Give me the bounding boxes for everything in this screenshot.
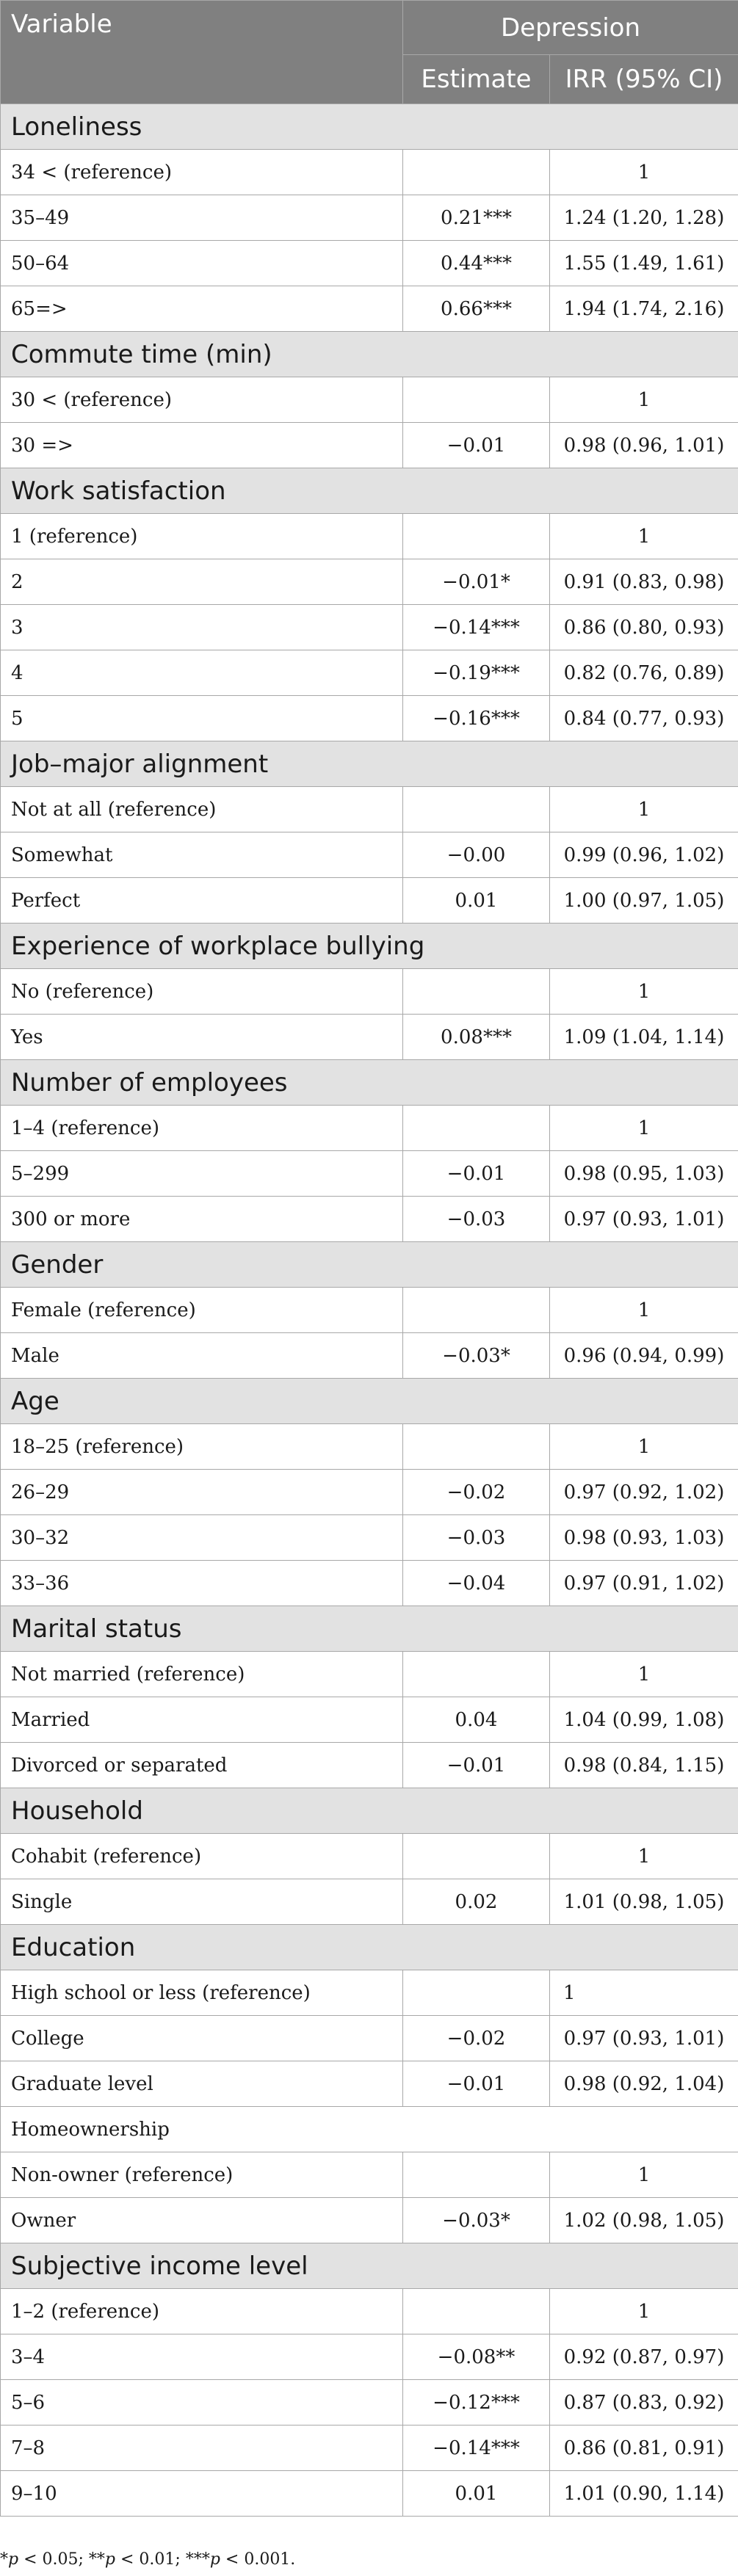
irr-cell: 1.00 (0.97, 1.05)	[550, 878, 738, 924]
row-label: Perfect	[1, 878, 403, 924]
row-label: 30–32	[1, 1515, 403, 1561]
estimate-cell: −0.01	[403, 1743, 550, 1788]
estimate-cell: −0.12***	[403, 2380, 550, 2426]
table-row	[1, 878, 738, 924]
irr-cell: 1	[550, 2152, 738, 2198]
irr-cell: 0.82 (0.76, 0.89)	[550, 650, 738, 696]
table-row	[1, 1197, 738, 1242]
footnote-p-1: p	[8, 2550, 19, 2569]
estimate-cell	[403, 2289, 550, 2334]
section-title: Commute time (min)	[1, 332, 738, 377]
estimate-cell: 0.66***	[403, 286, 550, 332]
irr-cell: 1	[550, 1834, 738, 1879]
row-label: Divorced or separated	[1, 1743, 403, 1788]
estimate-cell: −0.01*	[403, 559, 550, 605]
table-body	[1, 104, 738, 2517]
row-label: High school or less (reference)	[1, 1970, 403, 2016]
table-row	[1, 1561, 738, 1606]
estimate-cell	[403, 969, 550, 1015]
row-label: 18–25 (reference)	[1, 1424, 403, 1470]
irr-cell: 0.86 (0.80, 0.93)	[550, 605, 738, 650]
estimate-cell: −0.03	[403, 1197, 550, 1242]
estimate-cell: −0.08**	[403, 2334, 550, 2380]
section-header-row	[1, 1788, 738, 1834]
estimate-cell: −0.19***	[403, 650, 550, 696]
row-label: Owner	[1, 2198, 403, 2243]
estimate-cell	[403, 1424, 550, 1470]
irr-cell: 0.92 (0.87, 0.97)	[550, 2334, 738, 2380]
row-label: 2	[1, 559, 403, 605]
subheading-label: Homeownership	[1, 2107, 738, 2152]
table-row	[1, 1470, 738, 1515]
table-row	[1, 1970, 738, 2016]
table-row	[1, 1515, 738, 1561]
estimate-cell: −0.01	[403, 1151, 550, 1197]
row-label: Not married (reference)	[1, 1652, 403, 1697]
footnote-threshold-1: < 0.05;	[18, 2550, 89, 2569]
estimate-cell: −0.03	[403, 1515, 550, 1561]
irr-cell: 0.87 (0.83, 0.92)	[550, 2380, 738, 2426]
table-row	[1, 696, 738, 741]
table-row	[1, 286, 738, 332]
table-row	[1, 1879, 738, 1925]
irr-cell: 1	[550, 1424, 738, 1470]
irr-cell: 1.55 (1.49, 1.61)	[550, 241, 738, 286]
row-label: 30 < (reference)	[1, 377, 403, 423]
row-label: 3–4	[1, 2334, 403, 2380]
irr-cell: 0.97 (0.93, 1.01)	[550, 2016, 738, 2061]
table-row	[1, 2016, 738, 2061]
estimate-cell: 0.01	[403, 2471, 550, 2517]
table-row	[1, 377, 738, 423]
table-row	[1, 241, 738, 286]
estimate-cell	[403, 1288, 550, 1333]
table-row	[1, 2289, 738, 2334]
row-label: College	[1, 2016, 403, 2061]
estimate-cell: −0.03*	[403, 2198, 550, 2243]
estimate-cell: −0.00	[403, 832, 550, 878]
irr-cell: 0.98 (0.93, 1.03)	[550, 1515, 738, 1561]
table-row	[1, 650, 738, 696]
significance-footnote	[0, 2550, 295, 2569]
table-row	[1, 1151, 738, 1197]
estimate-cell	[403, 1970, 550, 2016]
section-header-row	[1, 1925, 738, 1970]
row-label: 26–29	[1, 1470, 403, 1515]
estimate-cell: −0.14***	[403, 2426, 550, 2471]
table-row	[1, 2152, 738, 2198]
irr-cell: 1.01 (0.90, 1.14)	[550, 2471, 738, 2517]
irr-cell: 0.97 (0.91, 1.02)	[550, 1561, 738, 1606]
irr-cell: 0.98 (0.96, 1.01)	[550, 423, 738, 468]
irr-cell: 1.94 (1.74, 2.16)	[550, 286, 738, 332]
section-title: Loneliness	[1, 104, 738, 150]
table-row	[1, 1288, 738, 1333]
irr-cell: 0.99 (0.96, 1.02)	[550, 832, 738, 878]
irr-cell: 1	[550, 377, 738, 423]
estimate-cell: 0.04	[403, 1697, 550, 1743]
table-row	[1, 2334, 738, 2380]
irr-cell: 1.09 (1.04, 1.14)	[550, 1015, 738, 1060]
estimate-cell: −0.02	[403, 1470, 550, 1515]
row-label: Not at all (reference)	[1, 787, 403, 832]
estimate-cell: 0.01	[403, 878, 550, 924]
row-label: Married	[1, 1697, 403, 1743]
table-row	[1, 1652, 738, 1697]
irr-cell: 0.96 (0.94, 0.99)	[550, 1333, 738, 1379]
table-row	[1, 514, 738, 559]
irr-cell: 1	[550, 1106, 738, 1151]
section-title: Subjective income level	[1, 2243, 738, 2289]
section-title: Age	[1, 1379, 738, 1424]
table-row	[1, 423, 738, 468]
section-header-row	[1, 468, 738, 514]
section-header-row	[1, 741, 738, 787]
estimate-cell	[403, 514, 550, 559]
irr-cell: 0.98 (0.84, 1.15)	[550, 1743, 738, 1788]
footnote-p-3: p	[209, 2550, 220, 2569]
irr-cell: 0.98 (0.92, 1.04)	[550, 2061, 738, 2107]
section-title: Gender	[1, 1242, 738, 1288]
row-label: Graduate level	[1, 2061, 403, 2107]
section-title: Household	[1, 1788, 738, 1834]
row-label: Somewhat	[1, 832, 403, 878]
row-label: 1 (reference)	[1, 514, 403, 559]
irr-cell: 1	[550, 1970, 738, 2016]
table-row	[1, 150, 738, 195]
section-header-row	[1, 924, 738, 969]
row-label: 5–299	[1, 1151, 403, 1197]
row-label: Yes	[1, 1015, 403, 1060]
subheading-row	[1, 2107, 738, 2152]
table-row	[1, 2380, 738, 2426]
section-header-row	[1, 332, 738, 377]
estimate-cell: −0.16***	[403, 696, 550, 741]
table-row	[1, 787, 738, 832]
irr-cell: 1.01 (0.98, 1.05)	[550, 1879, 738, 1925]
irr-cell: 1	[550, 787, 738, 832]
section-title: Experience of workplace bullying	[1, 924, 738, 969]
section-title: Work satisfaction	[1, 468, 738, 514]
table-row	[1, 1424, 738, 1470]
table-row	[1, 1333, 738, 1379]
row-label: 30 =>	[1, 423, 403, 468]
section-header-row	[1, 1242, 738, 1288]
table-row	[1, 605, 738, 650]
irr-cell: 0.84 (0.77, 0.93)	[550, 696, 738, 741]
table-row	[1, 832, 738, 878]
row-label: 5–6	[1, 2380, 403, 2426]
irr-cell: 1	[550, 969, 738, 1015]
table-row	[1, 1743, 738, 1788]
section-header-row	[1, 1606, 738, 1652]
row-label: No (reference)	[1, 969, 403, 1015]
irr-cell: 1.02 (0.98, 1.05)	[550, 2198, 738, 2243]
table-row	[1, 1834, 738, 1879]
irr-cell: 0.86 (0.81, 0.91)	[550, 2426, 738, 2471]
irr-cell: 1.04 (0.99, 1.08)	[550, 1697, 738, 1743]
section-header-row	[1, 1060, 738, 1106]
footnote-star-1: *	[0, 2550, 8, 2569]
irr-cell: 0.98 (0.95, 1.03)	[550, 1151, 738, 1197]
table-row	[1, 559, 738, 605]
estimate-cell: −0.01	[403, 2061, 550, 2107]
depression-header: Depression	[403, 1, 738, 55]
row-label: 65=>	[1, 286, 403, 332]
estimate-cell	[403, 150, 550, 195]
variable-header: Variable	[1, 1, 403, 104]
section-title: Job–major alignment	[1, 741, 738, 787]
table-row	[1, 2471, 738, 2517]
irr-cell: 1	[550, 150, 738, 195]
estimate-cell: −0.01	[403, 423, 550, 468]
footnote-threshold-3: < 0.001.	[220, 2550, 296, 2569]
row-label: 7–8	[1, 2426, 403, 2471]
section-title: Number of employees	[1, 1060, 738, 1106]
estimate-cell: 0.08***	[403, 1015, 550, 1060]
estimate-cell: −0.03*	[403, 1333, 550, 1379]
row-label: Cohabit (reference)	[1, 1834, 403, 1879]
row-label: 35–49	[1, 195, 403, 241]
irr-cell: 0.97 (0.93, 1.01)	[550, 1197, 738, 1242]
row-label: Male	[1, 1333, 403, 1379]
irr-cell: 1	[550, 1288, 738, 1333]
row-label: 3	[1, 605, 403, 650]
estimate-cell	[403, 1106, 550, 1151]
section-title: Marital status	[1, 1606, 738, 1652]
estimate-header: Estimate	[403, 55, 550, 104]
row-label: 300 or more	[1, 1197, 403, 1242]
table-row	[1, 2426, 738, 2471]
table-row	[1, 195, 738, 241]
irr-cell: 1	[550, 2289, 738, 2334]
table-row	[1, 1015, 738, 1060]
row-label: Non-owner (reference)	[1, 2152, 403, 2198]
section-header-row	[1, 2243, 738, 2289]
estimate-cell	[403, 377, 550, 423]
row-label: 1–4 (reference)	[1, 1106, 403, 1151]
row-label: Single	[1, 1879, 403, 1925]
table-row	[1, 2198, 738, 2243]
footnote-p-2: p	[104, 2550, 115, 2569]
row-label: 34 < (reference)	[1, 150, 403, 195]
footnote-threshold-2: < 0.01;	[115, 2550, 186, 2569]
estimate-cell	[403, 787, 550, 832]
row-label: 33–36	[1, 1561, 403, 1606]
estimate-cell	[403, 1834, 550, 1879]
table-row	[1, 2061, 738, 2107]
section-title: Education	[1, 1925, 738, 1970]
estimate-cell: 0.21***	[403, 195, 550, 241]
row-label: Female (reference)	[1, 1288, 403, 1333]
footnote-star-3: ***	[185, 2550, 210, 2569]
table-row	[1, 969, 738, 1015]
estimate-cell: 0.02	[403, 1879, 550, 1925]
table-row	[1, 1697, 738, 1743]
irr-cell: 1.24 (1.20, 1.28)	[550, 195, 738, 241]
estimate-cell	[403, 2152, 550, 2198]
row-label: 50–64	[1, 241, 403, 286]
table-row	[1, 1106, 738, 1151]
row-label: 1–2 (reference)	[1, 2289, 403, 2334]
irr-cell: 0.91 (0.83, 0.98)	[550, 559, 738, 605]
irr-cell: 0.97 (0.92, 1.02)	[550, 1470, 738, 1515]
section-header-row	[1, 104, 738, 150]
irr-cell: 1	[550, 514, 738, 559]
estimate-cell	[403, 1652, 550, 1697]
row-label: 9–10	[1, 2471, 403, 2517]
header-row-top	[1, 1, 738, 55]
section-header-row	[1, 1379, 738, 1424]
irr-cell: 1	[550, 1652, 738, 1697]
irr-header: IRR (95% CI)	[550, 55, 738, 104]
estimate-cell: −0.14***	[403, 605, 550, 650]
estimate-cell: 0.44***	[403, 241, 550, 286]
estimate-cell: −0.02	[403, 2016, 550, 2061]
estimate-cell: −0.04	[403, 1561, 550, 1606]
row-label: 4	[1, 650, 403, 696]
row-label: 5	[1, 696, 403, 741]
footnote-star-2: **	[88, 2550, 105, 2569]
